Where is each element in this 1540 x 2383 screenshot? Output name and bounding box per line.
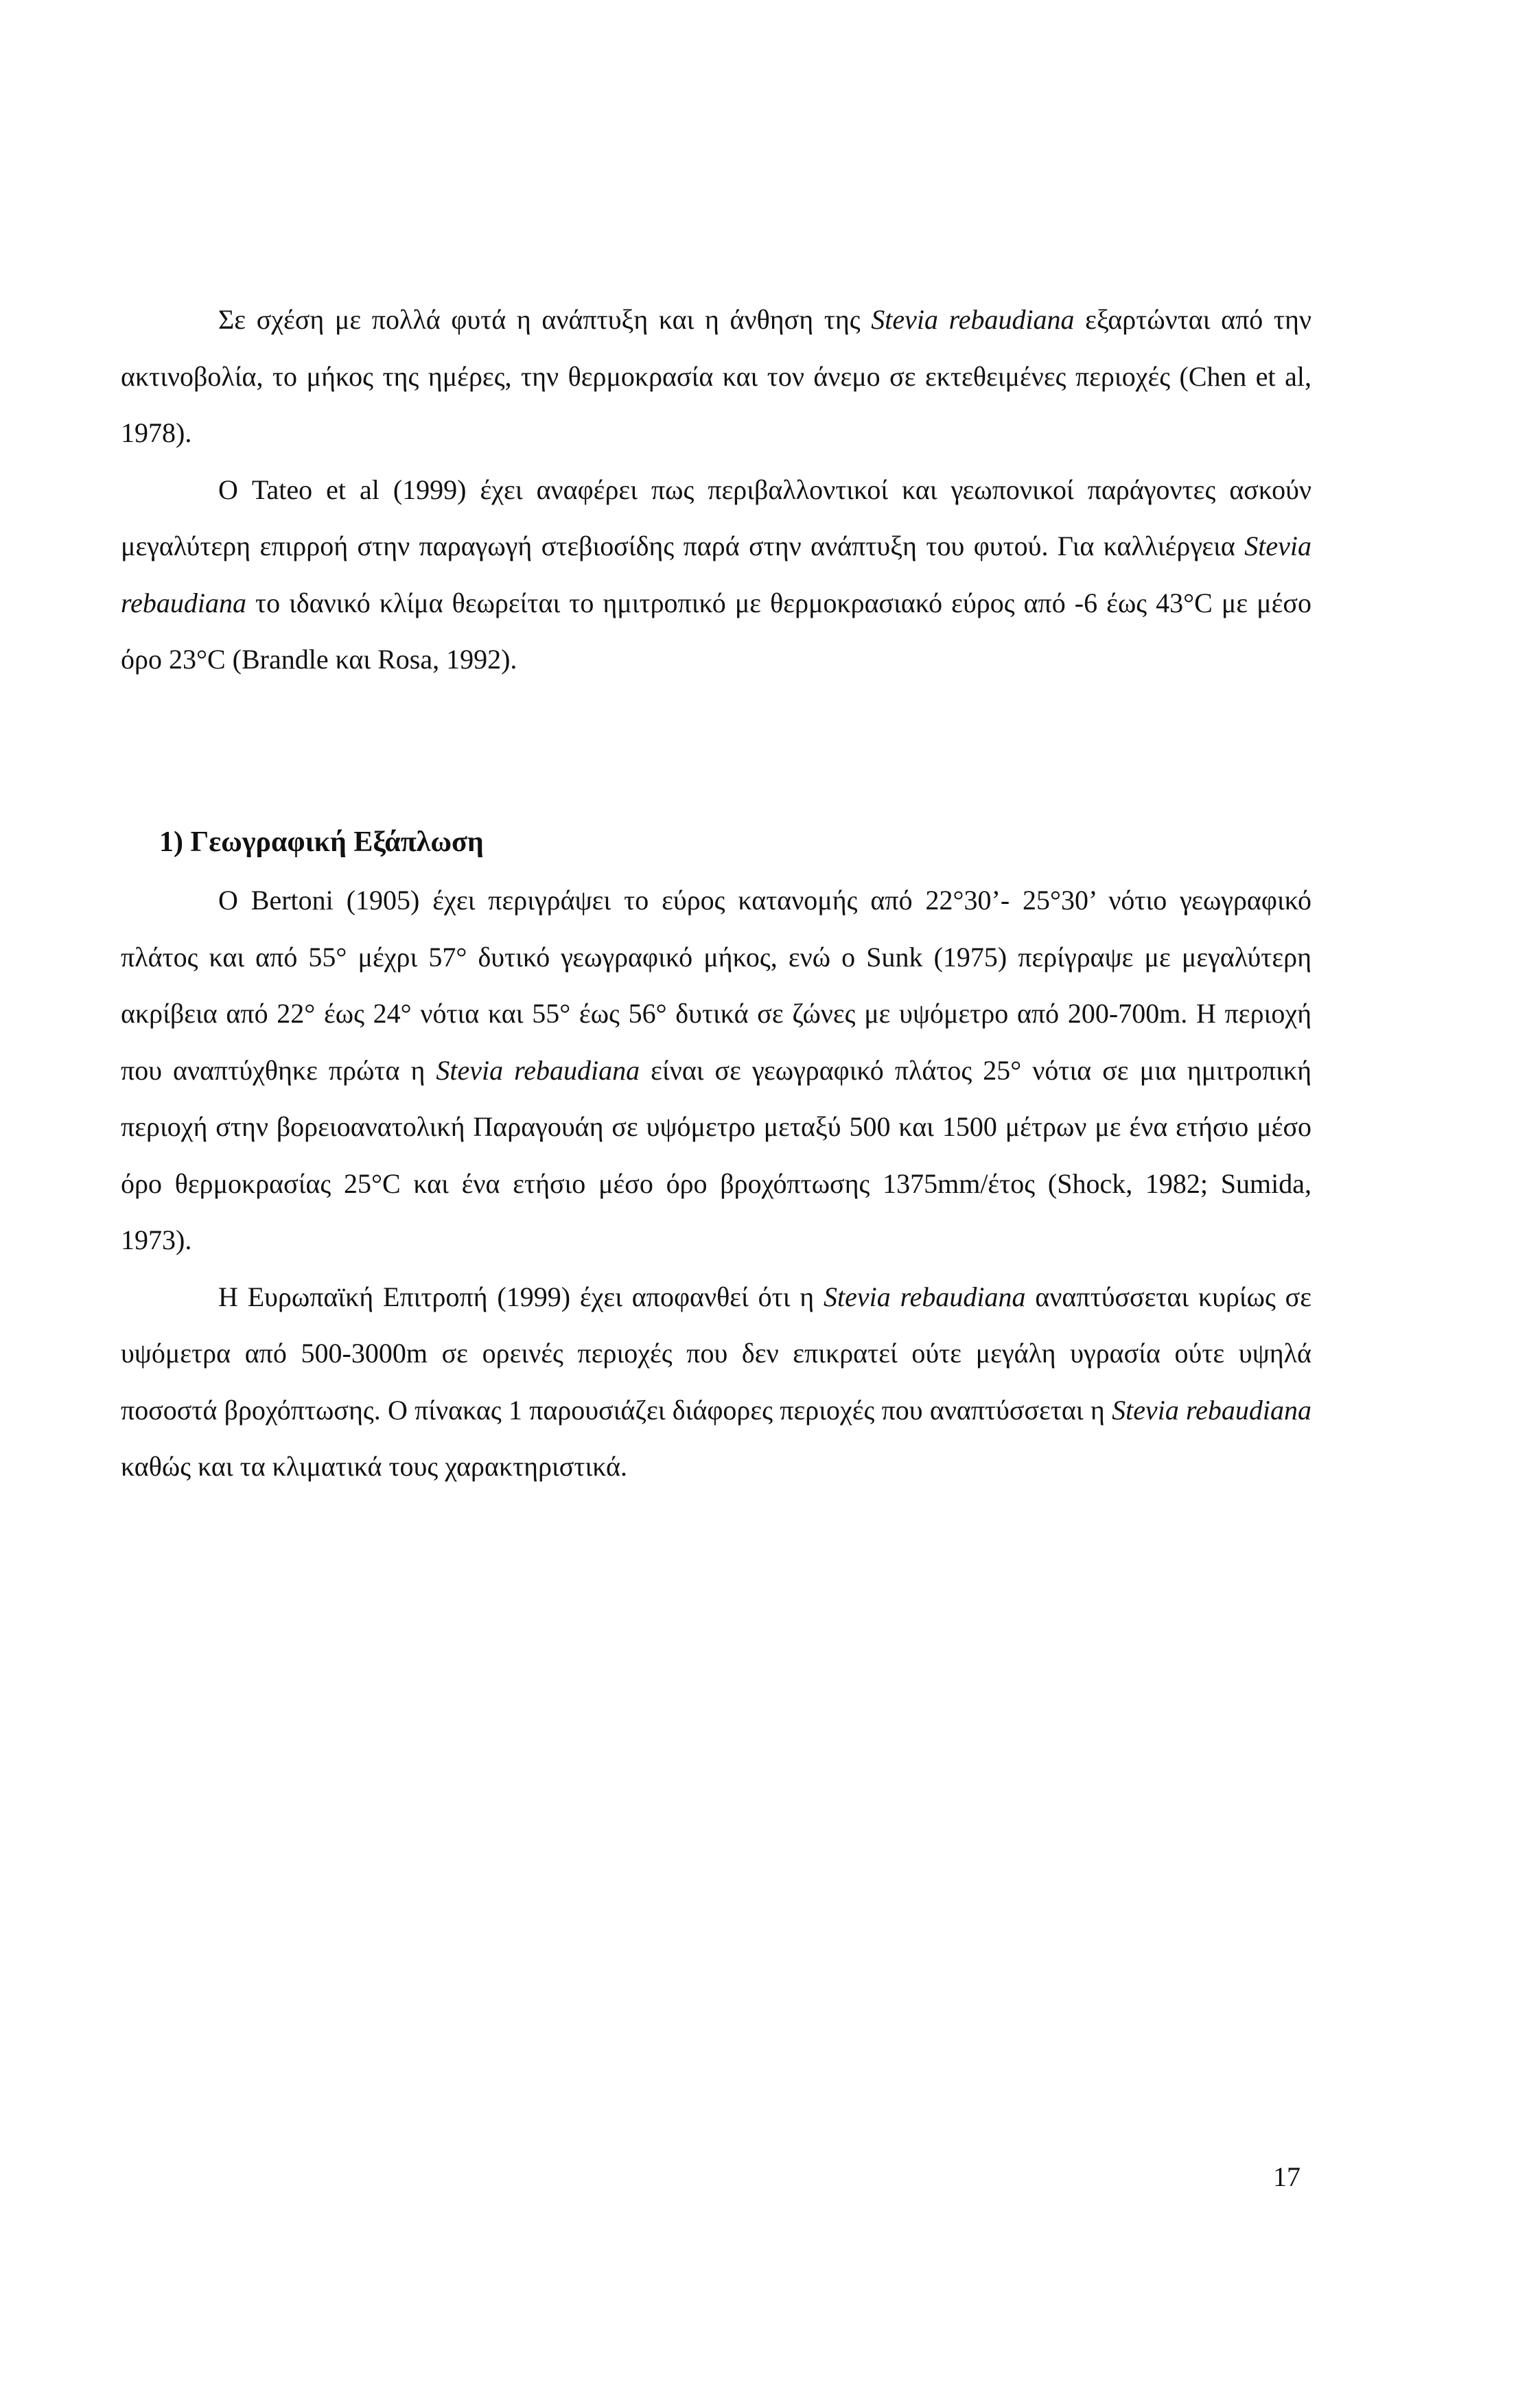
body-text-upper bbox=[121, 292, 1311, 688]
paragraph-2-text-b: το ιδανικό κλίμα θεωρείται το ημιτροπικό με θερμοκρασιακό εύρος από -6 έως 43°C με μέσο όρο 23°C (Brandle και Rosa, 1992). bbox=[121, 587, 1311, 675]
species-name-italic: Stevia rebaudiana bbox=[824, 1281, 1026, 1312]
species-name-italic: Stevia rebaudiana bbox=[121, 531, 1311, 618]
species-name-italic: Stevia rebaudiana bbox=[436, 1054, 640, 1086]
body-text-lower bbox=[121, 872, 1311, 1496]
paragraph-1-text-a: Σε σχέση με πολλά φυτά η ανάπτυξη και η άνθηση της bbox=[218, 304, 872, 335]
paragraph-2-text-a: Ο Tateo et al (1999) έχει αναφέρει πως περιβαλλοντικοί και γεωπονικοί παράγοντες ασκούν μεγαλύτερη επιρροή στην παραγωγή στεβιοσίδης παρά στην ανάπτυξη του φυτού. Για καλλιέργεια bbox=[121, 474, 1311, 561]
section-heading: 1) Γεωγραφική Εξάπλωση bbox=[159, 826, 484, 858]
paragraph-4 bbox=[121, 1269, 1311, 1496]
paragraph-1 bbox=[121, 292, 1311, 462]
paragraph-4-text-b: αναπτύσσεται κυρίως σε υψόμετρα από 500-3000m σε ορεινές περιοχές που δεν επικρατεί ούτε μεγάλη υγρασία ούτε υψηλά ποσοστά βροχόπτωσης. Ο πίνακας 1 παρουσιάζει διάφορες περιοχές που αναπτύσσεται η bbox=[121, 1281, 1312, 1426]
species-name-italic: Stevia rebaudiana bbox=[1112, 1394, 1312, 1426]
paragraph-2 bbox=[121, 462, 1311, 688]
page-number: 17 bbox=[1273, 2161, 1300, 2192]
species-name-italic: Stevia rebaudiana bbox=[871, 304, 1075, 335]
paragraph-1-text-b: εξαρτώνται από την ακτινοβολία, το μήκος της ημέρες, την θερμοκρασία και τον άνεμο σε εκτεθειμένες περιοχές (Chen et al, 1978). bbox=[121, 304, 1312, 448]
section-heading-block bbox=[121, 814, 1311, 870]
paragraph-3 bbox=[121, 872, 1311, 1269]
paragraph-3-text-a: Ο Bertoni (1905) έχει περιγράψει το εύρος κατανομής από 22°30’- 25°30’ νότιο γεωγραφικό πλάτος και από 55° μέχρι 57° δυτικό γεωγραφικό μήκος, ενώ ο Sunk (1975) περίγραψε με μεγαλύτερη ακρίβεια από 22° έως 24° νότια και 55° έως 56° δυτικά σε ζώνες με υψόμετρο από 200-700m. Η περιοχή που αναπτύχθηκε πρώτα η bbox=[121, 885, 1311, 1086]
paragraph-4-text-a: Η Ευρωπαϊκή Επιτροπή (1999) έχει αποφανθεί ότι η bbox=[218, 1281, 824, 1312]
paragraph-3-text-b: είναι σε γεωγραφικό πλάτος 25° νότια σε μια ημιτροπική περιοχή στην βορειοανατολική Παραγουάη σε υψόμετρο μεταξύ 500 και 1500 μέτρων με ένα ετήσιο μέσο όρο θερμοκρασίας 25°C και ένα ετήσιο μέσο όρο βροχόπτωσης 1375mm/έτος (Shock, 1982; Sumida, 1973). bbox=[121, 1054, 1312, 1255]
paragraph-4-text-c: καθώς και τα κλιματικά τους χαρακτηριστικά. bbox=[121, 1451, 627, 1482]
